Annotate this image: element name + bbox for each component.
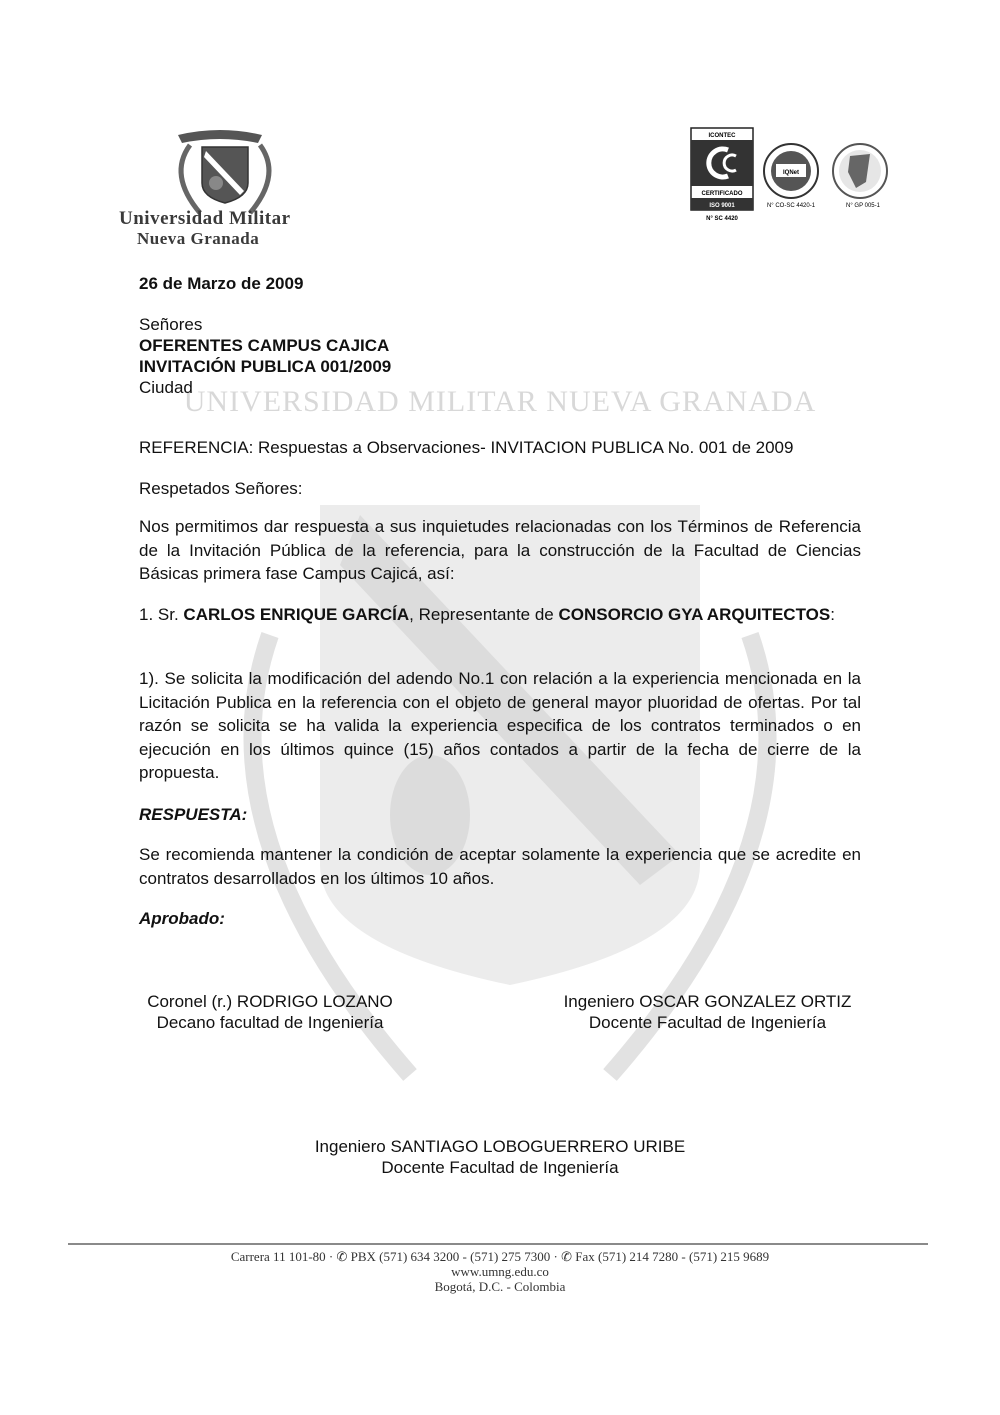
footer-divider [68, 1243, 928, 1245]
signature-title: Decano facultad de Ingeniería [156, 1013, 384, 1032]
item-name: CARLOS ENRIQUE GARCÍA [183, 605, 410, 624]
watermark-text: UNIVERSIDAD MILITAR NUEVA GRANADA [183, 385, 817, 418]
reference-line: REFERENCIA: Respuestas a Observaciones- INVITACION PUBLICA No. 001 de 2009 [139, 438, 794, 457]
icontec-brand: ICONTEC [708, 133, 736, 139]
icontec-iso: ISO 9001 [709, 203, 735, 209]
gp-certification-logo [833, 144, 887, 198]
icontec-logo [691, 128, 753, 210]
item-heading [139, 603, 861, 627]
footer-address: Carrera 11 101-80 · ✆ PBX (571) 634 3200 - (571) 275 7300 · ✆ Fax (571) 214 7280 - (571) 215 9689 [230, 1249, 770, 1264]
response-paragraph: Se recomienda mantener la condición de aceptar solamente la experiencia que se acredite en contratos desarrollados en los últimos 10 años. [139, 845, 861, 888]
signature-block-3 [0, 1136, 1000, 1178]
intro-paragraph: Nos permitimos dar respuesta a sus inquietudes relacionadas con los Términos de Referencia de la Invitación Pública de la referencia, para la construcción de la Facultad de Ciencias Básicas primera fase Campus Cajicá, así: [139, 517, 861, 583]
approved-label: Aprobado: [139, 909, 225, 928]
iqnet-number: N° CO-SC 4420-1 [766, 203, 816, 209]
icontec-certified-label: CERTIFICADO [701, 191, 743, 197]
icontec-number: N° SC 4420 [706, 216, 738, 222]
signature-name: Ingeniero SANTIAGO LOBOGUERRERO URIBE [314, 1137, 686, 1156]
signature-block-2 [545, 991, 870, 1033]
signature-name: Ingeniero OSCAR GONZALEZ ORTIZ [563, 992, 852, 1011]
salutation-to: Señores [139, 315, 203, 334]
item-role: , Representante de [409, 605, 554, 624]
recipient-line2: INVITACIÓN PUBLICA 001/2009 [139, 357, 392, 376]
signature-block-1 [130, 991, 410, 1033]
letter-date: 26 de Marzo de 2009 [139, 274, 304, 293]
signature-name: Coronel (r.) RODRIGO LOZANO [147, 992, 393, 1011]
footer-website: www.umng.edu.co [451, 1264, 549, 1279]
observation-paragraph: 1). Se solicita la modificación del adendo No.1 con relación a la experiencia mencionada en la Licitación Publica en la referencia con el objeto de general mayor pluoridad de ofertas. Por tal razón se solicita se ha valida la experiencia especifica de los contratos terminados o en ejecución en los últimos quince (15) años contados a partir de la fecha de cierre de la propuesta. [139, 669, 861, 782]
signature-title: Docente Facultad de Ingeniería [381, 1158, 619, 1177]
greeting: Respetados Señores: [139, 479, 303, 498]
recipient-line1: OFERENTES CAMPUS CAJICA [139, 336, 390, 355]
gp-number: N° GP 005-1 [846, 203, 880, 209]
recipient-city: Ciudad [139, 378, 193, 397]
university-name-line1: Universidad Militar [119, 208, 291, 229]
item-colon: : [830, 605, 835, 624]
university-name-line2: Nueva Granada [137, 229, 260, 248]
signature-title: Docente Facultad de Ingeniería [588, 1013, 827, 1032]
certification-logos [688, 126, 898, 222]
item-company: CONSORCIO GYA ARQUITECTOS [558, 605, 831, 624]
item-prefix: 1. Sr. [139, 605, 179, 624]
response-label: RESPUESTA: [139, 805, 248, 824]
iqnet-brand: IQNet [782, 170, 800, 176]
footer-city: Bogotá, D.C. - Colombia [434, 1279, 566, 1294]
